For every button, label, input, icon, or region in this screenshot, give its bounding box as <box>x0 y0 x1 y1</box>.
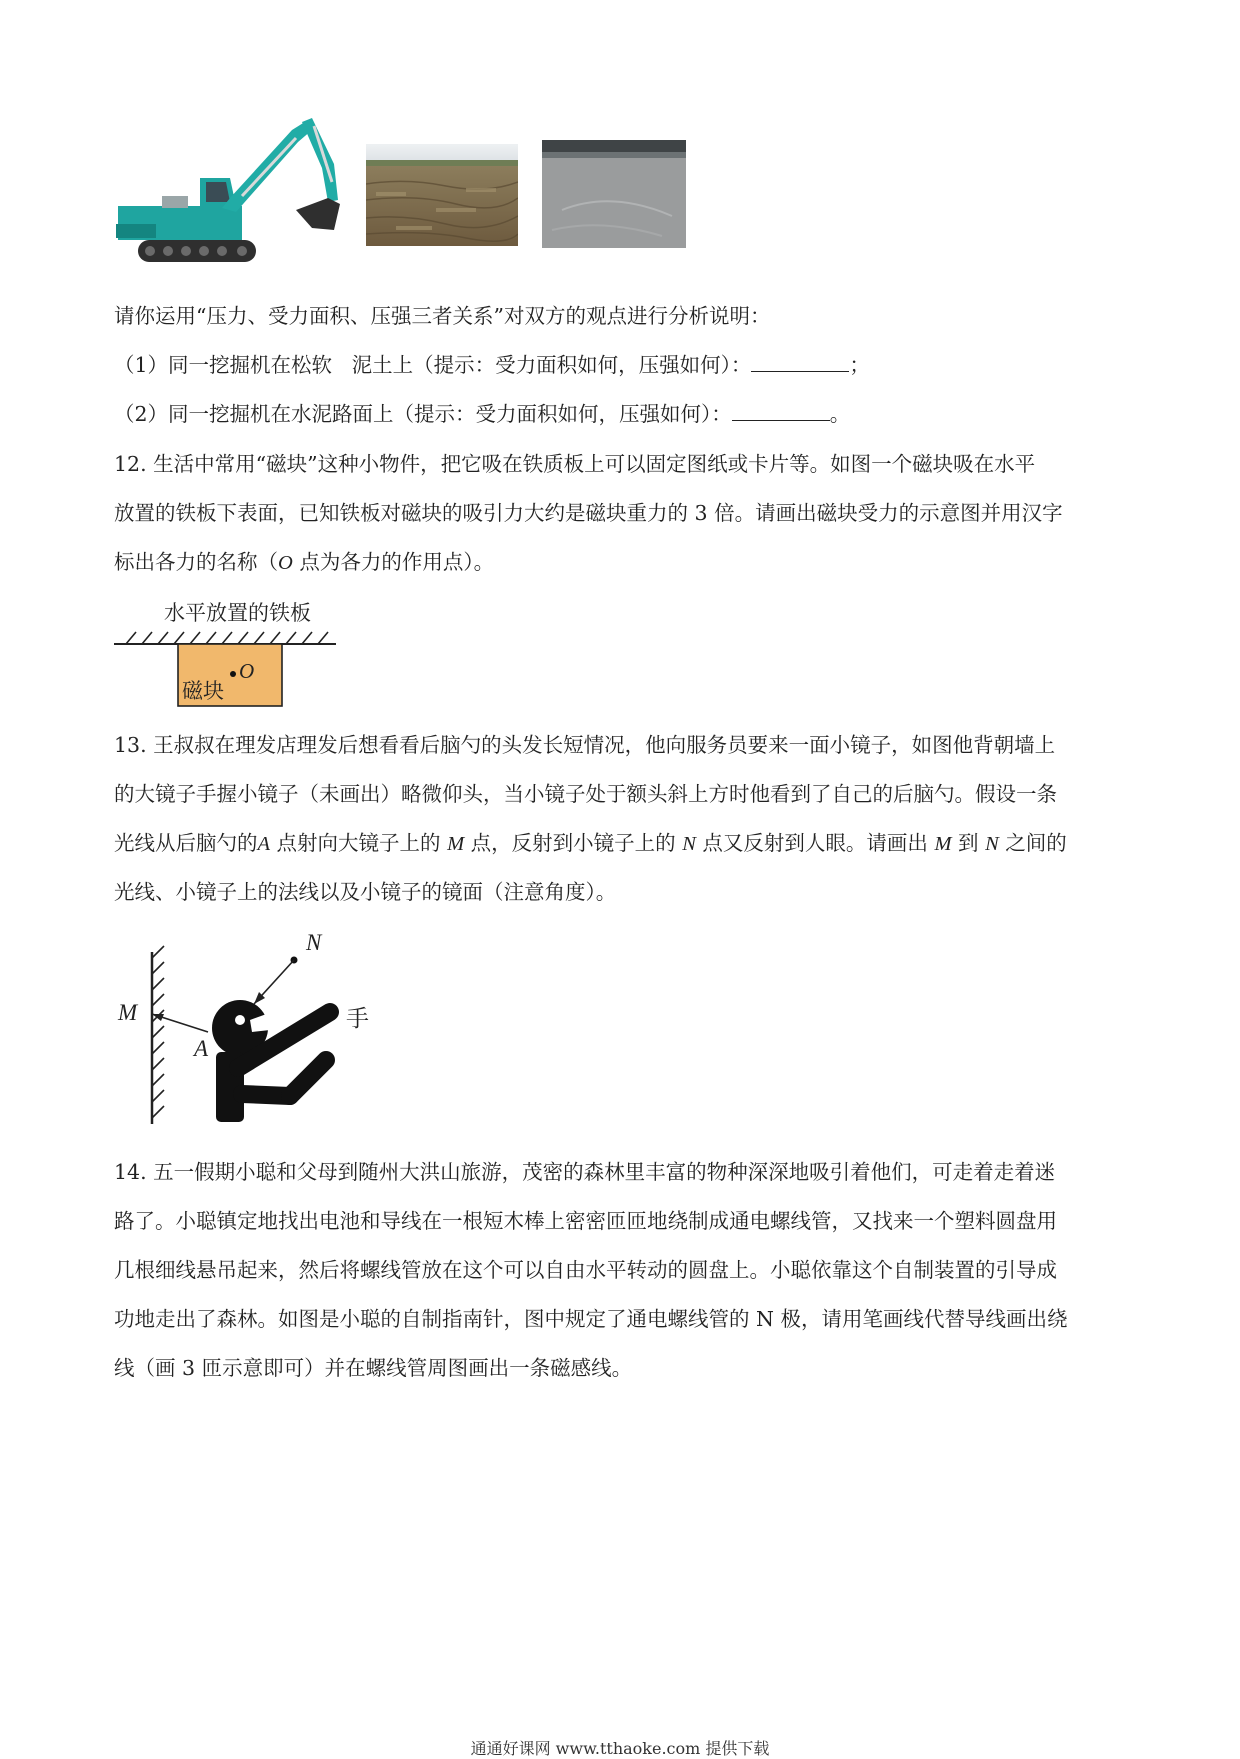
q13-point-m-ref: M <box>447 833 465 855</box>
q13-point-n-ref-2: N <box>985 833 999 855</box>
q11-item-2-end: 。 <box>829 402 851 426</box>
q12-line-1: 12. 生活中常用“磁块”这种小物件，把它吸在铁质板上可以固定图纸或卡片等。如图一个磁块吸在水平 <box>114 452 1036 476</box>
point-o-dot <box>230 671 236 677</box>
q12-line-3-a: 标出各力的名称（ <box>114 550 278 574</box>
q13-line-3-e: 到 <box>951 831 986 855</box>
q13-line-3-a: 光线从后脑勺的 <box>114 831 258 855</box>
q14-line-3: 几根细线悬吊起来，然后将螺线管放在这个可以自由水平转动的圆盘上。小聪依靠这个自制装置的引导成 <box>114 1258 1057 1282</box>
q11-item-2-text: （2）同一挖掘机在水泥路面上（提示：受力面积如何，压强如何）： <box>114 402 732 426</box>
label-a: A <box>194 1036 209 1061</box>
q13-point-m-ref-2: M <box>934 833 952 855</box>
iron-plate-label: 水平放置的铁板 <box>164 601 311 625</box>
label-n: N <box>306 930 322 955</box>
q12-line-2: 放置的铁板下表面，已知铁板对磁块的吸引力大约是磁块重力的 3 倍。请画出磁块受力的示意图并用汉字 <box>114 501 1063 525</box>
q13-line-1: 13. 王叔叔在理发店理发后想看看后脑勺的头发长短情况，他向服务员要来一面小镜子，如图他背朝墙上 <box>114 733 1056 757</box>
q13-point-a-ref: A <box>257 833 271 855</box>
q11-item-1-prefix: （1）同一挖掘机在松软 <box>114 353 333 377</box>
point-o-label: O <box>239 659 255 683</box>
q11-item-1-end: ； <box>849 353 870 377</box>
soft-soil-photo <box>366 144 518 246</box>
excavator-image <box>112 112 348 272</box>
q13-point-n-ref: N <box>682 833 696 855</box>
q13-line-3-c: 点，反射到小镜子上的 <box>464 831 683 855</box>
q13-line-2: 的大镜子手握小镜子（未画出）略微仰头，当小镜子处于额头斜上方时他看到了自己的后脑勺。假设一条 <box>114 782 1057 806</box>
q11-item-2 <box>114 400 850 428</box>
concrete-road-photo <box>542 140 686 248</box>
q11-item-1 <box>114 351 870 379</box>
q12-line-3 <box>114 548 494 577</box>
magnet-block-label: 磁块 <box>182 679 224 703</box>
q13-line-3-d: 点又反射到人眼。请画出 <box>695 831 935 855</box>
q11-item-1-rest: 泥土上（提示：受力面积如何，压强如何）： <box>351 353 752 377</box>
answer-blank[interactable] <box>751 353 849 372</box>
q14-line-5: 线（画 3 匝示意即可）并在螺线管周图画出一条磁感线。 <box>114 1356 633 1380</box>
label-m: M <box>118 1000 138 1025</box>
q12-point-o-ref: O <box>278 552 293 574</box>
label-hand: 手 <box>346 1006 369 1032</box>
q14-line-2: 路了。小聪镇定地找出电池和导线在一根短木棒上密密匝匝地绕制成通电螺线管，又找来一个塑料圆盘用 <box>114 1209 1057 1233</box>
q11-instruction: 请你运用“压力、受力面积、压强三者关系”对双方的观点进行分析说明： <box>114 304 771 328</box>
q13-line-3 <box>114 829 1067 858</box>
page-footer: 通通好课网 www.tthaoke.com 提供下载 <box>470 1739 770 1758</box>
q13-line-4: 光线、小镜子上的法线以及小镜子的镜面（注意角度）。 <box>114 880 617 904</box>
q13-line-3-f: 之间的 <box>998 831 1067 855</box>
q14-line-1: 14. 五一假期小聪和父母到随州大洪山旅游，茂密的森林里丰富的物种深深地吸引着他们，可走着走着迷 <box>114 1160 1056 1184</box>
q13-line-3-b: 点射向大镜子上的 <box>270 831 448 855</box>
iron-plate-figure <box>112 624 342 714</box>
q12-line-3-b: 点为各力的作用点）。 <box>292 550 495 574</box>
answer-blank[interactable] <box>732 402 830 421</box>
q14-line-4: 功地走出了森林。如图是小聪的自制指南针，图中规定了通电螺线管的 N 极，请用笔画线代替导线画出绕 <box>114 1307 1068 1331</box>
